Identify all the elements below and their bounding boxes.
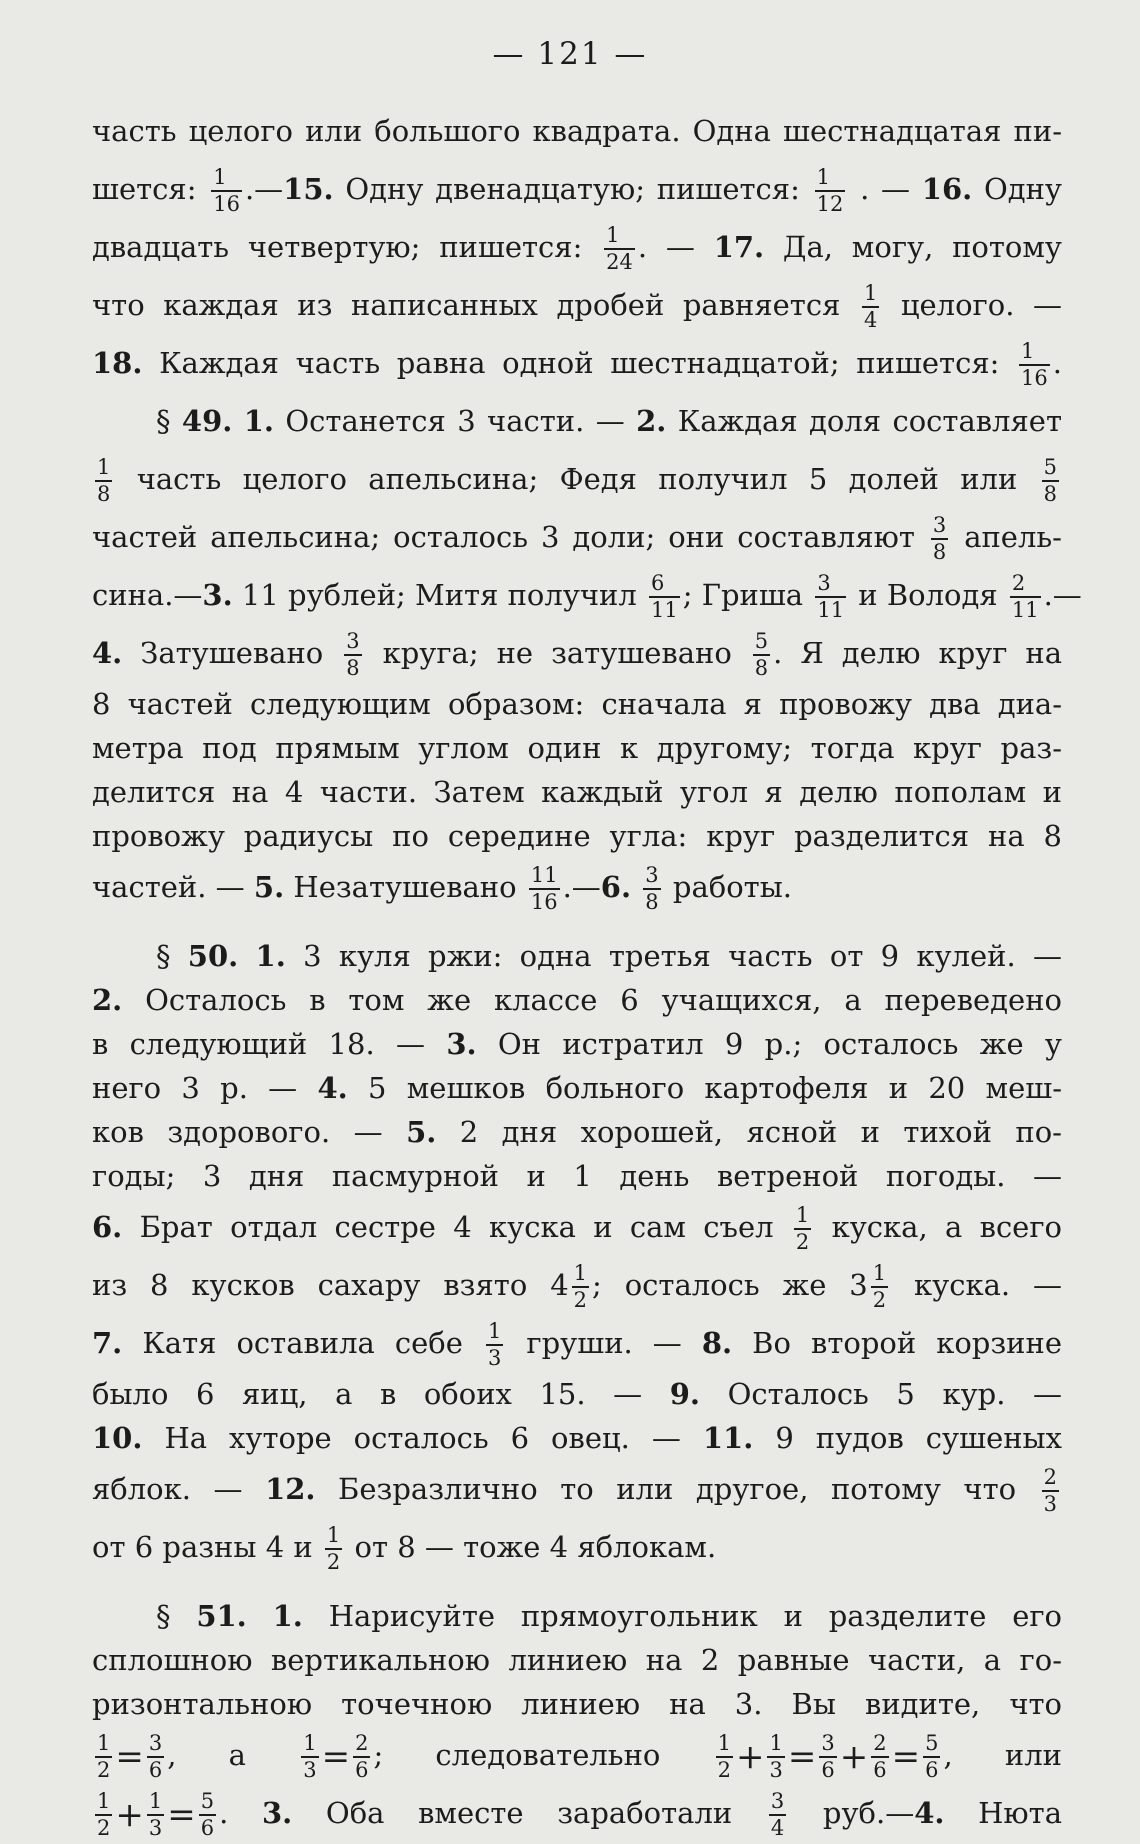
answer-number: 2. xyxy=(92,983,123,1017)
text-run: 11 рублей; Митя получил xyxy=(232,578,647,612)
answer-number: 49. xyxy=(181,404,233,438)
text-run: 3 куля ржи: одна третья часть от 9 кулей. — xyxy=(285,939,1063,973)
fraction-numerator: 2 xyxy=(353,1731,370,1758)
text-line xyxy=(92,102,1062,160)
fraction-numerator: 1 xyxy=(95,1731,112,1758)
text-run: § xyxy=(156,404,182,438)
fraction xyxy=(716,1731,733,1783)
answer-number: 16. xyxy=(921,172,973,206)
text-line xyxy=(92,1022,1062,1066)
fraction-denominator: 2 xyxy=(97,1758,111,1782)
answer-number: 3. xyxy=(446,1027,477,1061)
answer-number: 6. xyxy=(92,1210,123,1244)
text-line xyxy=(92,1460,1062,1518)
text-line xyxy=(92,566,1082,624)
fraction-denominator: 6 xyxy=(148,1758,163,1782)
fraction xyxy=(1042,455,1059,507)
text-run: .— xyxy=(1043,578,1082,612)
text-run: 2 дня хорошей, ясной и тихой по- xyxy=(436,1115,1062,1149)
fraction-denominator: 16 xyxy=(213,192,240,216)
text-line xyxy=(92,1594,1062,1638)
text-run: + xyxy=(115,1795,144,1835)
text-run: Да, могу, потому xyxy=(764,230,1062,264)
text-run: руб.— xyxy=(789,1796,915,1830)
fraction-denominator: 3 xyxy=(303,1758,317,1782)
text-run: Незатушевано xyxy=(284,870,526,904)
answer-number: 1. xyxy=(243,404,275,438)
fraction xyxy=(753,629,770,681)
text-line xyxy=(92,1314,1062,1372)
text-run: круга; не затушевано xyxy=(364,636,750,670)
fraction-numerator: 1 xyxy=(95,455,112,482)
fraction xyxy=(353,1731,370,1783)
text-run: = xyxy=(321,1737,351,1777)
fraction-denominator: 4 xyxy=(770,1816,785,1840)
answer-number: 17. xyxy=(713,230,765,264)
text-run: Безразлично то или другое, потому что xyxy=(315,1472,1039,1506)
text-line xyxy=(92,1726,1062,1784)
text-run: часть целого апельсина; Федя получил 5 долей или xyxy=(115,462,1039,496)
text-line xyxy=(92,1372,1062,1416)
fraction xyxy=(767,1731,784,1783)
text-line xyxy=(92,1198,1062,1256)
fraction xyxy=(211,165,242,217)
fraction xyxy=(486,1319,503,1371)
fraction-denominator: 6 xyxy=(873,1758,887,1782)
text-run: Одну двенадцатую; пишется: xyxy=(333,172,812,206)
fraction xyxy=(923,1731,940,1783)
text-run: Катя оставила себе xyxy=(122,1326,483,1360)
answer-number: 5. xyxy=(406,1115,437,1149)
fraction-denominator: 24 xyxy=(606,250,633,274)
answer-number: 8. xyxy=(701,1326,733,1360)
text-run: .— xyxy=(244,172,284,206)
text-line xyxy=(92,508,1062,566)
fraction-numerator: 1 xyxy=(862,281,879,308)
answer-number: 2. xyxy=(636,404,667,438)
text-run: сина.— xyxy=(92,578,203,612)
fraction-denominator: 8 xyxy=(754,656,769,680)
fraction xyxy=(604,223,635,275)
fraction-denominator: 11 xyxy=(1011,598,1039,622)
text-line xyxy=(92,624,1062,682)
text-run: . xyxy=(219,1796,262,1830)
text-run: Осталось в том же классе 6 учащихся, а переведено xyxy=(122,983,1062,1017)
fraction-denominator: 11 xyxy=(651,598,678,622)
text-run: + xyxy=(735,1737,765,1777)
fraction-numerator: 3 xyxy=(344,629,361,656)
text-run: шется: xyxy=(92,172,209,206)
fraction-numerator: 3 xyxy=(769,1789,786,1816)
fraction xyxy=(643,863,660,915)
fraction-denominator: 3 xyxy=(769,1758,783,1782)
text-line xyxy=(92,1518,1062,1576)
fraction xyxy=(794,1203,811,1255)
text-run: сплошною вертикальною линиею на 2 равные части, а го- xyxy=(92,1643,1062,1677)
text-run: . Я делю круг на xyxy=(773,636,1062,670)
text-line xyxy=(92,1154,1062,1198)
text-line xyxy=(92,978,1062,1022)
text-run: 9 пудов сушеных xyxy=(753,1421,1062,1455)
answer-number: 4. xyxy=(317,1071,348,1105)
text-run: куска, а всего xyxy=(814,1210,1062,1244)
answer-number: 3. xyxy=(202,578,233,612)
text-run: Каждая часть равна одной шестнадцатой; пишется: xyxy=(142,346,1017,380)
fraction-numerator: 3 xyxy=(643,863,660,890)
fraction-numerator: 5 xyxy=(923,1731,940,1758)
fraction-denominator: 2 xyxy=(573,1288,588,1312)
fraction xyxy=(95,1731,112,1783)
text-run: Брат отдал сестре 4 куска и сам съел xyxy=(122,1210,791,1244)
answer-number: 4. xyxy=(914,1796,945,1830)
text-run: ; осталось же 3 xyxy=(592,1268,868,1302)
answer-number: 7. xyxy=(92,1326,123,1360)
fraction-denominator: 2 xyxy=(795,1230,810,1254)
fraction-numerator: 1 xyxy=(211,165,242,192)
answer-number: 4. xyxy=(92,636,123,670)
fraction-numerator: 2 xyxy=(1010,571,1041,598)
fraction-numerator: 3 xyxy=(931,513,948,540)
text-run: целого. — xyxy=(882,288,1062,322)
text-run: На хуторе осталось 6 овец. — xyxy=(142,1421,703,1455)
text-run: куска. — xyxy=(891,1268,1062,1302)
text-line xyxy=(92,682,1062,726)
answer-number: 50. xyxy=(187,939,239,973)
answer-number: 9. xyxy=(669,1377,701,1411)
fraction-numerator: 1 xyxy=(301,1731,318,1758)
fraction-denominator: 8 xyxy=(1043,482,1057,506)
fraction-denominator: 2 xyxy=(717,1758,731,1782)
fraction xyxy=(95,455,112,507)
fraction xyxy=(649,571,680,623)
text-run: него 3 р. — xyxy=(92,1071,318,1105)
answer-number: 10. xyxy=(92,1421,143,1455)
fraction xyxy=(95,1789,112,1841)
text-line xyxy=(92,858,1062,916)
fraction-numerator: 2 xyxy=(1042,1465,1059,1492)
text-run: частей. — xyxy=(92,870,254,904)
text-run: = xyxy=(167,1795,196,1835)
text-line xyxy=(92,1110,1062,1154)
fraction-denominator: 11 xyxy=(817,598,845,622)
text-run: делится на 4 части. Затем каждый угол я делю пополам и xyxy=(92,775,1062,809)
fraction xyxy=(1010,571,1041,623)
fraction-numerator: 6 xyxy=(649,571,680,598)
text-run: Оба вместе заработали xyxy=(292,1796,766,1830)
fraction xyxy=(147,1789,164,1841)
answer-number: 1. xyxy=(255,939,286,973)
text-line xyxy=(92,276,1062,334)
fraction-numerator: 1 xyxy=(325,1523,342,1550)
text-run: , или xyxy=(943,1738,1062,1772)
fraction xyxy=(199,1789,216,1841)
text-run: ков здорового. — xyxy=(92,1115,407,1149)
text-line xyxy=(92,160,1062,218)
fraction xyxy=(301,1731,318,1783)
fraction-numerator: 5 xyxy=(199,1789,216,1816)
fraction-denominator: 2 xyxy=(872,1288,887,1312)
fraction xyxy=(815,571,846,623)
text-run: в следующий 18. — xyxy=(92,1027,447,1061)
fraction xyxy=(871,1261,888,1313)
text-run: Затушевано xyxy=(122,636,342,670)
answer-number: 1. xyxy=(272,1599,303,1633)
fraction-numerator: 1 xyxy=(767,1731,784,1758)
fraction xyxy=(344,629,361,681)
text-run: § xyxy=(156,939,188,973)
fraction-numerator: 5 xyxy=(753,629,770,656)
fraction xyxy=(862,281,879,333)
text-run: провожу радиусы по середине угла: круг разделится на 8 xyxy=(92,819,1062,853)
text-line xyxy=(92,1682,1062,1726)
text-run: апель- xyxy=(951,520,1062,554)
fraction-numerator: 2 xyxy=(871,1731,888,1758)
text-run: Одну xyxy=(972,172,1062,206)
fraction-numerator: 11 xyxy=(529,863,560,890)
fraction-numerator: 1 xyxy=(572,1261,589,1288)
fraction-denominator: 6 xyxy=(821,1758,835,1782)
text-run: Нюта xyxy=(944,1796,1063,1830)
fraction-denominator: 4 xyxy=(863,308,878,332)
text-line xyxy=(92,1066,1062,1110)
fraction-denominator: 2 xyxy=(97,1816,111,1840)
text-run: 8 частей следующим образом: сначала я провожу два диа- xyxy=(92,687,1062,721)
text-line xyxy=(92,334,1062,392)
page-text xyxy=(92,102,1082,1842)
fraction xyxy=(529,863,560,915)
text-run: Во второй корзине xyxy=(732,1326,1063,1360)
fraction xyxy=(325,1523,342,1575)
answer-number: 18. xyxy=(92,346,143,380)
text-line xyxy=(92,392,1062,450)
fraction-denominator: 2 xyxy=(326,1550,341,1574)
fraction-denominator: 12 xyxy=(816,192,844,216)
fraction-denominator: 6 xyxy=(925,1758,939,1782)
text-line xyxy=(92,1416,1062,1460)
fraction-numerator: 3 xyxy=(815,571,846,598)
fraction-denominator: 3 xyxy=(487,1346,502,1370)
fraction-denominator: 3 xyxy=(1043,1492,1058,1516)
text-run: ; следовательно xyxy=(373,1738,713,1772)
text-run: . — xyxy=(637,230,714,264)
text-run: яблок. — xyxy=(92,1472,266,1506)
fraction xyxy=(931,513,948,565)
text-run: было 6 яиц, а в обоих 15. — xyxy=(92,1377,670,1411)
fraction-numerator: 3 xyxy=(819,1731,836,1758)
text-run: = xyxy=(115,1737,144,1777)
text-run: 5 мешков больного картофеля и 20 меш- xyxy=(347,1071,1062,1105)
text-run: Осталось 5 кур. — xyxy=(700,1377,1062,1411)
fraction xyxy=(1019,339,1050,391)
fraction-denominator: 16 xyxy=(1021,366,1048,390)
text-run: метра под прямым углом один к другому; тогда круг раз- xyxy=(92,731,1062,765)
text-run: . xyxy=(1052,346,1062,380)
text-line xyxy=(92,726,1062,770)
paragraph-gap xyxy=(92,916,1062,934)
text-run: Останется 3 части. — xyxy=(274,404,637,438)
text-run: .— xyxy=(562,870,601,904)
answer-number: 11. xyxy=(702,1421,754,1455)
text-run: работы. xyxy=(663,870,792,904)
text-run: ; Гриша xyxy=(682,578,813,612)
fraction-numerator: 3 xyxy=(147,1731,164,1758)
fraction-numerator: 1 xyxy=(871,1261,888,1288)
fraction-denominator: 8 xyxy=(346,656,360,680)
text-run: годы; 3 дня пасмурной и 1 день ветреной погоды. — xyxy=(92,1159,1062,1193)
fraction-denominator: 6 xyxy=(355,1758,369,1782)
fraction-denominator: 8 xyxy=(97,482,111,506)
text-line xyxy=(92,770,1062,814)
fraction-numerator: 1 xyxy=(815,165,846,192)
fraction-denominator: 3 xyxy=(148,1816,163,1840)
answer-number: 6. xyxy=(600,870,632,904)
text-run: из 8 кусков сахару взято 4 xyxy=(92,1268,569,1302)
fraction-numerator: 5 xyxy=(1042,455,1059,482)
fraction-denominator: 8 xyxy=(645,890,659,914)
text-run: . — xyxy=(848,172,922,206)
text-run: § xyxy=(156,1599,197,1633)
fraction xyxy=(769,1789,786,1841)
text-run: = xyxy=(787,1737,817,1777)
text-line xyxy=(92,814,1062,858)
fraction xyxy=(572,1261,589,1313)
fraction-numerator: 1 xyxy=(794,1203,811,1230)
text-run: = xyxy=(891,1737,921,1777)
text-line xyxy=(92,218,1062,276)
text-line xyxy=(92,934,1062,978)
paragraph-gap xyxy=(92,1576,1062,1594)
fraction-denominator: 8 xyxy=(932,540,947,564)
text-run: ризонтальною точечною линиею на 3. Вы видите, что xyxy=(92,1687,1062,1721)
answer-number: 12. xyxy=(265,1472,316,1506)
text-run: Нарисуйте прямоугольник и разделите его xyxy=(302,1599,1063,1633)
text-run: груши. — xyxy=(506,1326,702,1360)
text-run xyxy=(238,939,255,973)
text-run xyxy=(631,870,640,904)
text-run: двадцать четвертую; пишется: xyxy=(92,230,602,264)
fraction xyxy=(819,1731,836,1783)
text-line xyxy=(92,450,1062,508)
fraction-numerator: 1 xyxy=(1019,339,1050,366)
text-run xyxy=(232,404,243,438)
answer-number: 3. xyxy=(262,1796,293,1830)
fraction-numerator: 1 xyxy=(716,1731,733,1758)
text-run: , а xyxy=(167,1738,299,1772)
text-run: Каждая доля составляет xyxy=(666,404,1062,438)
fraction-denominator: 6 xyxy=(200,1816,215,1840)
text-line xyxy=(92,1784,1062,1842)
text-run: частей апельсина; осталось 3 доли; они составляют xyxy=(92,520,928,554)
answer-number: 15. xyxy=(283,172,334,206)
text-run: + xyxy=(839,1737,869,1777)
fraction-numerator: 1 xyxy=(486,1319,503,1346)
fraction-numerator: 1 xyxy=(95,1789,112,1816)
text-line xyxy=(92,1256,1062,1314)
fraction xyxy=(147,1731,164,1783)
fraction xyxy=(871,1731,888,1783)
text-run: что каждая из написанных дробей равняется xyxy=(92,288,859,322)
text-run xyxy=(247,1599,273,1633)
fraction-numerator: 1 xyxy=(604,223,635,250)
page-number: — 121 — xyxy=(492,36,648,72)
fraction xyxy=(815,165,846,217)
answer-number: 5. xyxy=(253,870,285,904)
fraction xyxy=(1042,1465,1059,1517)
answer-number: 51. xyxy=(196,1599,247,1633)
text-line xyxy=(92,1638,1062,1682)
text-run: Он истратил 9 р.; осталось же у xyxy=(476,1027,1062,1061)
text-run: часть целого или большого квадрата. Одна шестнадцатая пи- xyxy=(92,114,1062,148)
text-run: и Володя xyxy=(849,578,1007,612)
text-run: от 6 разны 4 и xyxy=(92,1530,322,1564)
fraction-numerator: 1 xyxy=(147,1789,164,1816)
text-run: от 8 — тоже 4 яблокам. xyxy=(345,1530,717,1564)
fraction-denominator: 16 xyxy=(530,890,558,914)
